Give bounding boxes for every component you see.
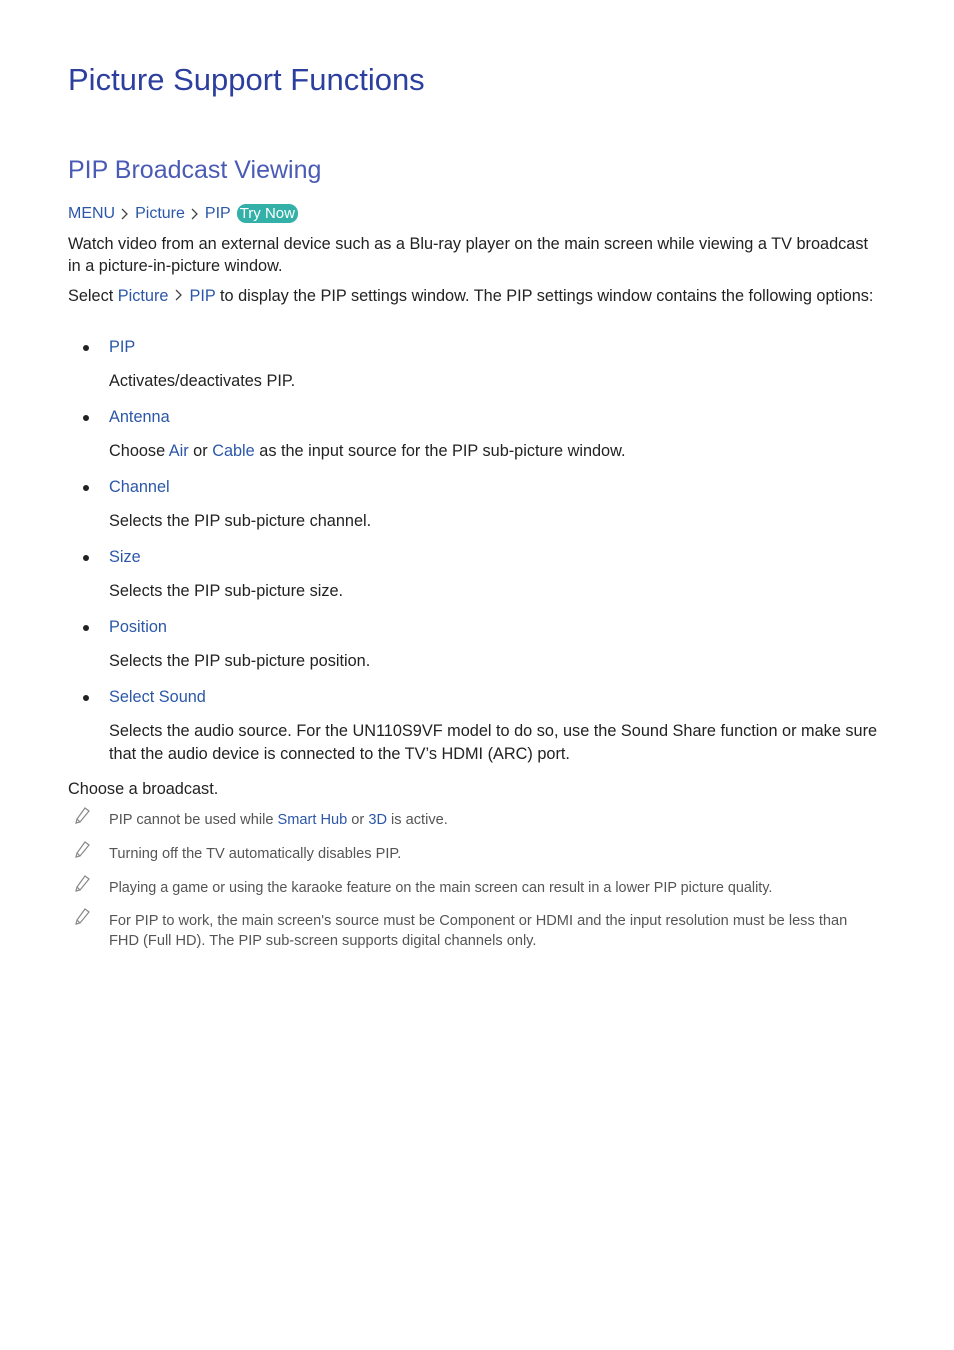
pencil-icon (74, 841, 90, 859)
option-desc: Activates/deactivates PIP. (109, 372, 296, 390)
select-prefix: Select (68, 287, 118, 305)
air-link: Air (168, 442, 189, 460)
bullet (83, 485, 89, 491)
desc-suffix: as the input source for the PIP sub-picture window. (254, 442, 626, 460)
bullet (83, 345, 89, 351)
chevron-right-icon (185, 206, 205, 222)
note-text: Turning off the TV automatically disables PIP. (109, 846, 402, 862)
option-title: Antenna (109, 408, 170, 426)
breadcrumb-menu[interactable]: MENU (68, 204, 116, 222)
note-text: For PIP to work, the main screen's source must be Component or HDMI and the input resolution must be less than FHD (Full HD). The PIP sub-screen supports digital channels only. (109, 913, 848, 949)
option-desc (109, 440, 879, 463)
page-title: Picture Support Functions (68, 62, 425, 97)
chevron-right-icon (173, 288, 185, 302)
bullet (83, 415, 89, 421)
select-suffix: to display the PIP settings window. The PIP settings window contains the following options: (215, 287, 874, 305)
select-pip-link: PIP (189, 287, 216, 305)
cable-link: Cable (212, 442, 255, 460)
choose-broadcast-text: Choose a broadcast. (68, 780, 219, 798)
bullet (83, 695, 89, 701)
note-prefix: PIP cannot be used while (109, 812, 278, 828)
breadcrumb-pip[interactable]: PIP (204, 204, 231, 222)
option-title: Position (109, 618, 167, 636)
option-title: Channel (109, 478, 170, 496)
pencil-icon (74, 807, 90, 825)
breadcrumb (68, 204, 298, 223)
note-text: Playing a game or using the karaoke feature on the main screen can result in a lower PIP picture quality. (109, 880, 773, 896)
option-desc: Selects the PIP sub-picture channel. (109, 512, 372, 530)
breadcrumb-picture[interactable]: Picture (135, 204, 185, 222)
pencil-icon (74, 908, 90, 926)
select-paragraph (68, 285, 880, 307)
desc-or: or (188, 442, 213, 460)
option-title: PIP (109, 338, 136, 356)
note-or: or (347, 812, 369, 828)
chevron-right-icon (115, 206, 135, 222)
3d-link: 3D (368, 812, 387, 828)
note-text (109, 810, 869, 830)
select-picture-link: Picture (117, 287, 169, 305)
pencil-icon (74, 875, 90, 893)
section-title: PIP Broadcast Viewing (68, 156, 322, 184)
note-suffix: is active. (386, 812, 448, 828)
option-title: Size (109, 548, 141, 566)
try-now-button[interactable]: Try Now (237, 204, 298, 223)
option-title: Select Sound (109, 688, 206, 706)
bullet (83, 625, 89, 631)
option-desc: Selects the PIP sub-picture size. (109, 582, 344, 600)
option-desc: Selects the audio source. For the UN110S9VF model to do so, use the Sound Share function or make sure that the audio device is connected to the TV’s HDMI (ARC) port. (109, 722, 878, 763)
bullet (83, 555, 89, 561)
intro-paragraph: Watch video from an external device such as a Blu-ray player on the main screen while viewing a TV broadcast in a picture-in-picture window. (68, 235, 868, 275)
desc-prefix: Choose (109, 442, 169, 460)
smart-hub-link: Smart Hub (277, 812, 348, 828)
option-desc: Selects the PIP sub-picture position. (109, 652, 371, 670)
